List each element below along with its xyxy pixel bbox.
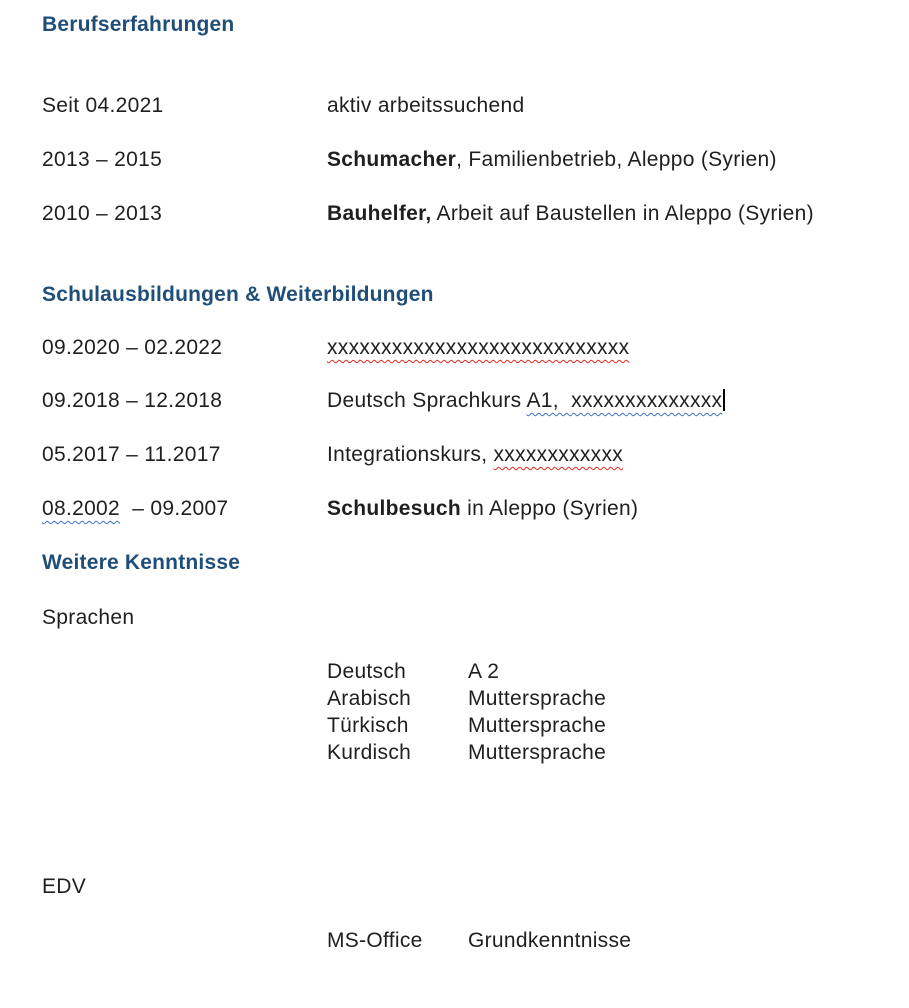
skills-row-sprachen [42,604,889,820]
entry-text [327,92,889,119]
education-row-integrationskurs [42,441,889,468]
entry-segment: Integrationskurs, [327,443,494,466]
language-name: Deutsch [327,660,407,683]
edv-list [327,873,889,1008]
experience-row-jobsearch [42,92,889,119]
entry-text [327,387,889,414]
language-table [327,658,889,766]
grammarcheck-flagged-text: A1, xxxxxxxxxxxxxx [526,389,723,412]
date-range: 2010 – 2013 [42,202,163,225]
date-segment: – 09.2007 [120,497,229,520]
language-list [327,604,889,820]
grammarcheck-flagged-text: 08.2002 [42,497,121,520]
date-range: Seit 04.2021 [42,94,164,117]
language-level: Muttersprache [468,741,607,764]
section-heading-schulausbildungen: Schulausbildungen & Weiterbildungen [42,283,434,306]
section-heading-berufserfahrungen: Berufserfahrungen [42,13,235,36]
software-name: MS-Office [327,929,423,952]
entry-segment: aktiv arbeitssuchend [327,94,525,117]
text-cursor [723,389,725,411]
skill-category-label: Sprachen [42,606,135,629]
entry-text [327,334,889,361]
entry-segment: Arbeit auf Baustellen in Aleppo (Syrien) [431,202,814,225]
job-title: Schumacher [327,148,457,171]
section-heading-weitere-kenntnisse: Weitere Kenntnisse [42,551,241,574]
skill-category-label: EDV [42,875,87,898]
experience-row-bauhelfer [42,200,889,227]
entry-segment: , Familienbetrieb, Aleppo (Syrien) [456,148,777,171]
date-range: 2013 – 2015 [42,148,163,171]
date-range: 09.2020 – 02.2022 [42,336,223,359]
job-title: Bauhelfer, [327,202,432,225]
spellcheck-flagged-text: xxxxxxxxxxxxxxxxxxxxxxxxxxxx [327,336,630,359]
experience-row-schumacher [42,146,889,173]
entry-segment: Deutsch Sprachkurs [327,389,527,412]
date-range [42,495,327,522]
edv-table [327,927,889,954]
date-range: 09.2018 – 12.2018 [42,389,223,412]
language-level: A 2 [468,660,500,683]
software-level: Grundkenntnisse [468,929,632,952]
language-name: Kurdisch [327,741,412,764]
date-range: 05.2017 – 11.2017 [42,443,221,466]
education-row-anonymized [42,334,889,361]
education-row-schulbesuch [42,495,889,522]
language-level: Muttersprache [468,687,607,710]
entry-text [327,441,889,468]
language-name: Türkisch [327,714,409,737]
skills-row-edv [42,873,889,1008]
entry-text [327,146,889,173]
spellcheck-flagged-text: xxxxxxxxxxxx [493,443,624,466]
entry-segment: in Aleppo (Syrien) [461,497,639,520]
entry-title: Schulbesuch [327,497,461,520]
language-level: Muttersprache [468,714,607,737]
education-row-sprachkurs [42,387,889,414]
language-name: Arabisch [327,687,412,710]
entry-text [327,495,889,522]
entry-text [327,200,889,227]
